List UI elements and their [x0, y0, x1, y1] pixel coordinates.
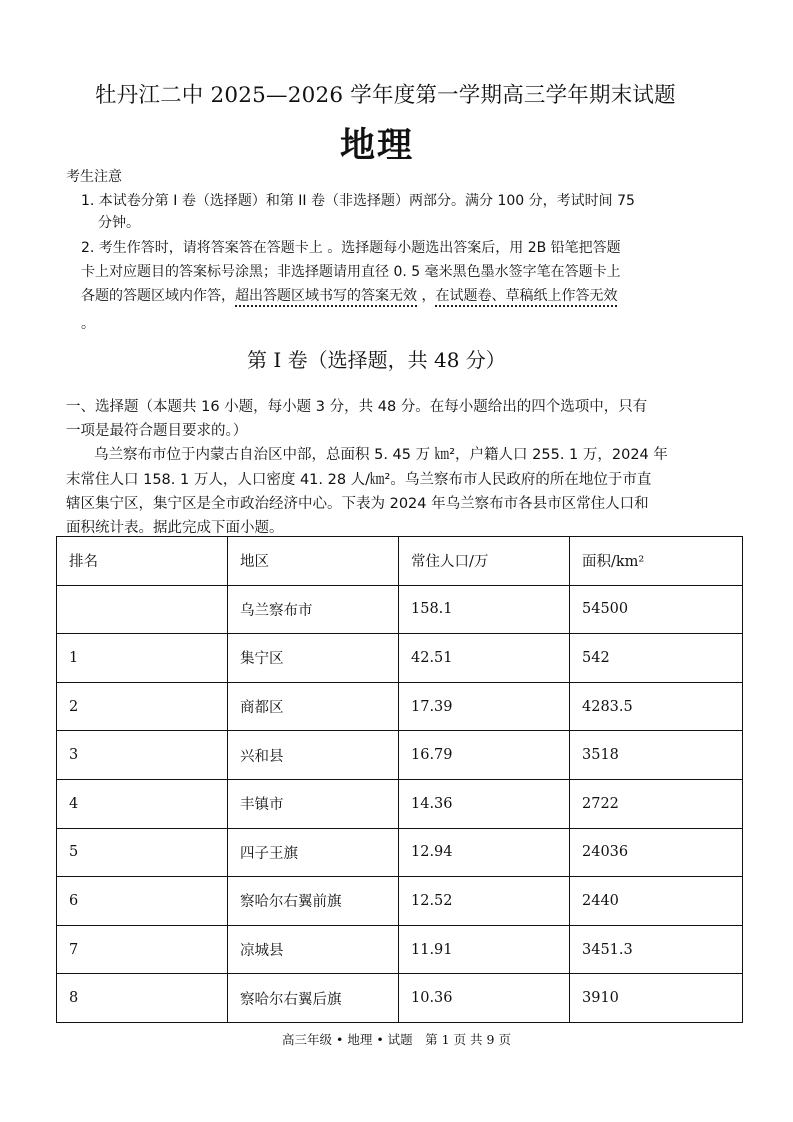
table-row — [57, 974, 743, 1023]
cell-population: 17.39 — [399, 682, 570, 731]
table-row — [57, 828, 743, 877]
cell-region: 商都区 — [228, 682, 399, 731]
cell-area: 3451.3 — [570, 925, 743, 974]
cell-population: 158.1 — [399, 585, 570, 634]
subject-title: 地理 — [340, 125, 415, 166]
cell-region: 察哈尔右翼后旗 — [228, 974, 399, 1023]
table-row — [57, 731, 743, 780]
cell-population: 11.91 — [399, 925, 570, 974]
notice-item-1-line-2: 分钟。 — [98, 215, 140, 231]
notice-separator: ， — [417, 288, 436, 304]
intro-line-1: 乌兰察布市位于内蒙古自治区中部，总面积 5. 45 万 ㎞²，户籍人口 255. 1 万，2024 年 — [94, 447, 668, 463]
header-population: 常住人口/万 — [399, 537, 570, 586]
cell-region: 察哈尔右翼前旗 — [228, 877, 399, 926]
cell-population: 10.36 — [399, 974, 570, 1023]
population-area-table — [56, 536, 743, 1023]
section-instruction-line-2: 一项是最符合题目要求的。） — [66, 423, 248, 439]
cell-rank: 2 — [57, 682, 228, 731]
cell-rank: 7 — [57, 925, 228, 974]
part-1-title: 第 I 卷（选择题，共 48 分） — [247, 348, 506, 372]
cell-population: 12.94 — [399, 828, 570, 877]
cell-population: 42.51 — [399, 634, 570, 683]
cell-region: 凉城县 — [228, 925, 399, 974]
table-row — [57, 682, 743, 731]
notice-item-2-line-3 — [81, 286, 617, 306]
notice-item-1-line-1: 1. 本试卷分第 I 卷（选择题）和第 II 卷（非选择题）两部分。满分 100 分，考试时间 75 — [81, 193, 635, 209]
cell-rank — [57, 585, 228, 634]
notice-item-2-line-4: 。 — [81, 316, 95, 332]
notice-item-2-line-1: 2. 考生作答时，请将答案答在答题卡上 。选择题每小题选出答案后，用 2B 铅笔把答题 — [81, 240, 621, 256]
cell-region: 兴和县 — [228, 731, 399, 780]
cell-rank: 4 — [57, 779, 228, 828]
cell-rank: 8 — [57, 974, 228, 1023]
notice-emphasis-1: 超出答题区域书写的答案无效 — [235, 288, 417, 307]
notice-plain-text: 各题的答题区域内作答， — [81, 288, 235, 304]
table-row — [57, 877, 743, 926]
intro-line-3: 辖区集宁区，集宁区是全市政治经济中心。下表为 2024 年乌兰察布市各县市区常住人口和 — [66, 496, 649, 512]
cell-rank: 1 — [57, 634, 228, 683]
cell-region: 乌兰察布市 — [228, 585, 399, 634]
page-footer: 高三年级 • 地理 • 试题 第 1 页 共 9 页 — [282, 1032, 511, 1047]
cell-area: 3910 — [570, 974, 743, 1023]
header-region: 地区 — [228, 537, 399, 586]
table-header-row — [57, 537, 743, 586]
cell-area: 4283.5 — [570, 682, 743, 731]
header-rank: 排名 — [57, 537, 228, 586]
table-row — [57, 779, 743, 828]
intro-line-2: 末常住人口 158. 1 万人，人口密度 41. 28 人/㎞²。乌兰察布市人民政府的所在地位于市直 — [66, 472, 652, 488]
cell-area: 24036 — [570, 828, 743, 877]
cell-population: 12.52 — [399, 877, 570, 926]
cell-area: 3518 — [570, 731, 743, 780]
cell-area: 54500 — [570, 585, 743, 634]
table-row — [57, 634, 743, 683]
cell-population: 16.79 — [399, 731, 570, 780]
cell-area: 542 — [570, 634, 743, 683]
section-instruction-line-1: 一、选择题（本题共 16 小题，每小题 3 分，共 48 分。在每小题给出的四个选项中，只有 — [66, 399, 648, 415]
exam-title: 牡丹江二中 2025—2026 学年度第一学期高三学年期末试题 — [95, 83, 676, 108]
intro-line-4: 面积统计表。据此完成下面小题。 — [66, 520, 284, 536]
cell-region: 集宁区 — [228, 634, 399, 683]
cell-region: 四子王旗 — [228, 828, 399, 877]
cell-region: 丰镇市 — [228, 779, 399, 828]
table-row — [57, 585, 743, 634]
cell-area: 2722 — [570, 779, 743, 828]
notice-emphasis-2: 在试题卷、草稿纸上作答无效 — [435, 288, 617, 307]
header-area: 面积/km² — [570, 537, 743, 586]
cell-rank: 6 — [57, 877, 228, 926]
cell-population: 14.36 — [399, 779, 570, 828]
cell-rank: 3 — [57, 731, 228, 780]
table-row — [57, 925, 743, 974]
cell-rank: 5 — [57, 828, 228, 877]
cell-area: 2440 — [570, 877, 743, 926]
notice-heading: 考生注意 — [66, 169, 122, 185]
notice-item-2-line-2: 卡上对应题目的答案标号涂黑；非选择题请用直径 0. 5 毫米黑色墨水签字笔在答题卡上 — [81, 264, 621, 280]
